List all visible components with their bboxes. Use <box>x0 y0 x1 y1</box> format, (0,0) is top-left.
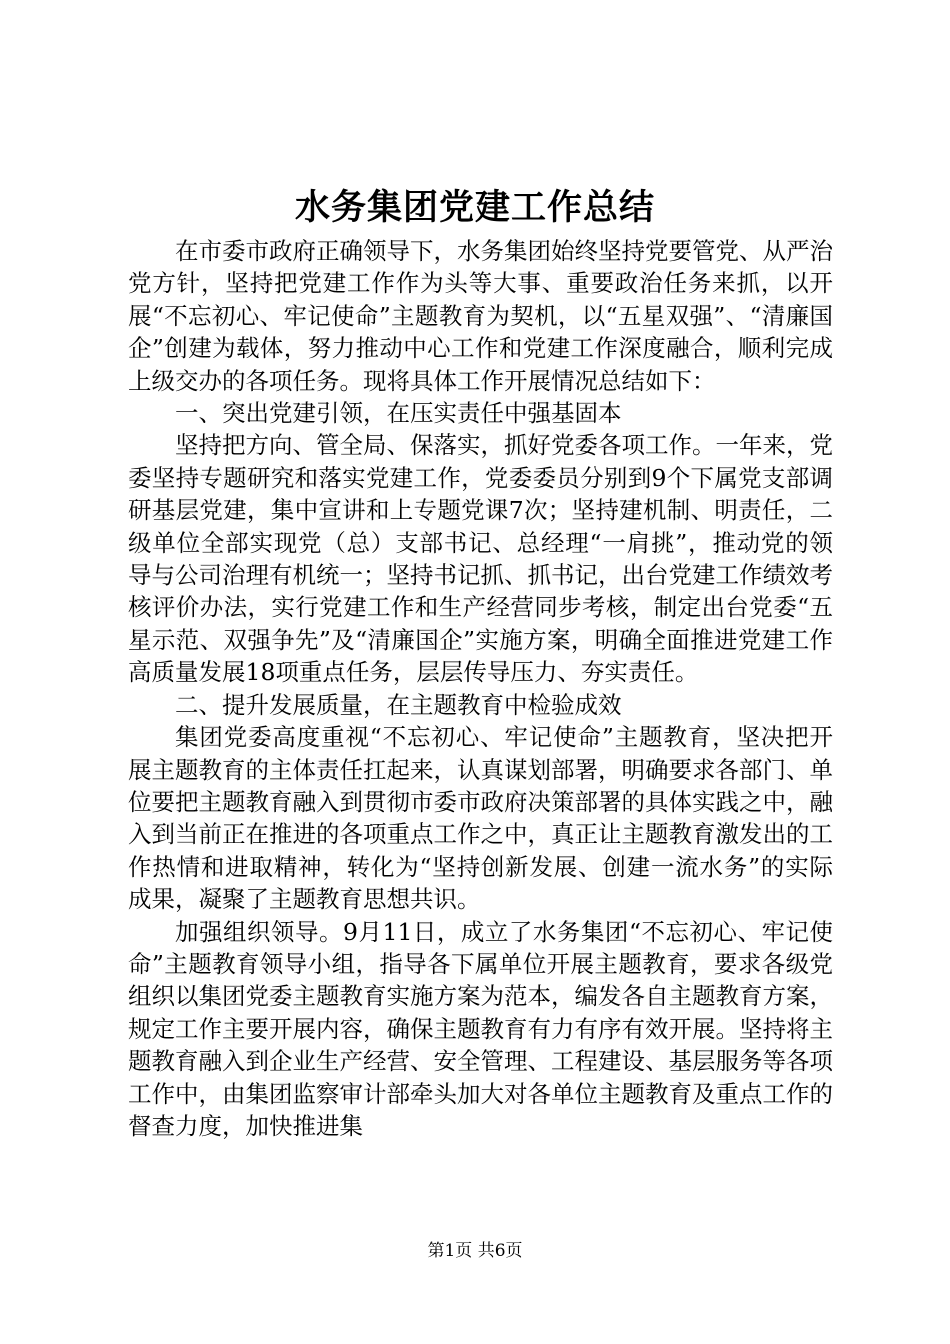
section-heading-2: 二、提升发展质量，在主题教育中检验成效 <box>175 690 622 719</box>
section-heading-1: 一、突出党建引领，在压实责任中强基固本 <box>175 399 622 428</box>
paragraph-organization: 加强组织领导。9月11日，成立了水务集团“不忘初心、牢记使命”主题教育领导小组，指导各下属单位开展主题教育，要求各级党组织以集团党委主题教育实施方案为范本，编发各自主题教育方案，规定工作主要开展内容，确保主题教育有力有序有效开展。坚持将主题教育融入到企业生产经营、安全管理、工程建设、基层服务等各项工作中，由集团监察审计部牵头加大对各单位主题教育及重点工作的督查力度，加快推进集 <box>128 917 833 1140</box>
paragraph-intro: 在市委市政府正确领导下，水务集团始终坚持党要管党、从严治党方针，坚持把党建工作作为头等大事、重要政治任务来抓，以开展“不忘初心、牢记使命”主题教育为契机，以“五星双强”、“清廉国企”创建为载体，努力推动中心工作和党建工作深度融合，顺利完成上级交办的各项任务。现将具体工作开展情况总结如下： <box>128 237 833 395</box>
paragraph-section-1: 坚持把方向、管全局、保落实，抓好党委各项工作。一年来，党委坚持专题研究和落实党建工作，党委委员分别到9个下属党支部调研基层党建，集中宣讲和上专题党课7次；坚持建机制、明责任，二级单位全部实现党（总）支部书记、总经理“一肩挑”，推动党的领导与公司治理有机统一；坚持书记抓、抓书记，出台党建工作绩效考核评价办法，实行党建工作和生产经营同步考核，制定出台党委“五星示范、双强争先”及“清廉国企”实施方案，明确全面推进党建工作高质量发展18项重点任务，层层传导压力、夯实责任。 <box>128 431 833 687</box>
page-number-footer: 第1页 共6页 <box>427 1241 523 1261</box>
paragraph-section-2: 集团党委高度重视“不忘初心、牢记使命”主题教育，坚决把开展主题教育的主体责任扛起来，认真谋划部署，明确要求各部门、单位要把主题教育融入到贯彻市委市政府决策部署的具体实践之中，融入到当前正在推进的各项重点工作之中，真正让主题教育激发出的工作热情和进取精神，转化为“坚持创新发展、创建一流水务”的实际成果，凝聚了主题教育思想共识。 <box>128 723 833 914</box>
document-title: 水务集团党建工作总结 <box>294 187 655 228</box>
document-body <box>128 235 833 1142</box>
